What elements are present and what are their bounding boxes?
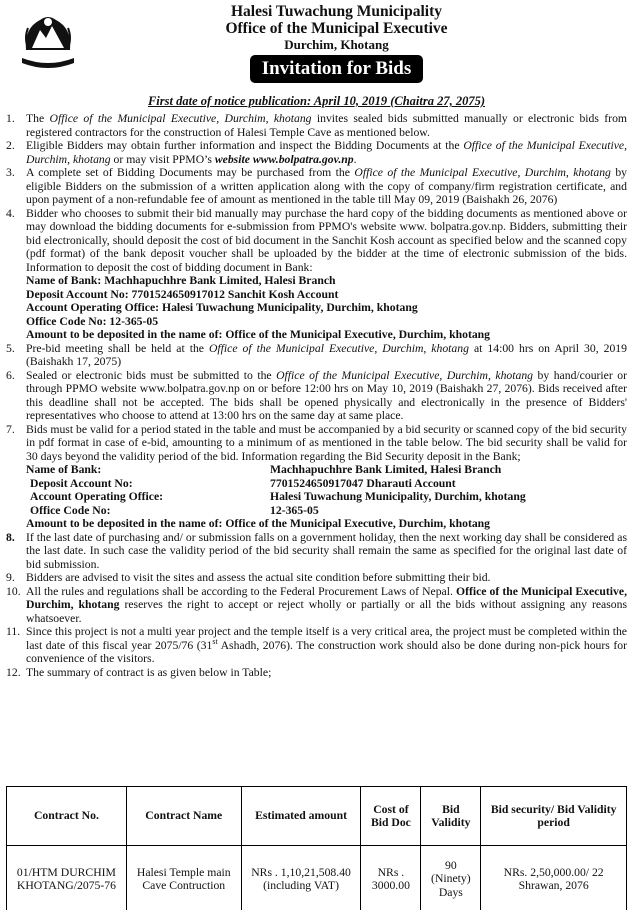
deposit-account: Deposit Account No: 7701524650917012 Sanchit Kosh Account [26, 287, 339, 301]
field-value: 12-365-05 [270, 503, 319, 517]
clause-8 [6, 531, 627, 572]
clause-number: 5. [6, 341, 15, 355]
office-ref: Office of the Municipal Executive, Durchim, khotang [208, 341, 469, 355]
field-value: Machhapuchhre Bank Limited, Halesi Branch [270, 463, 502, 476]
clause-text: Bidders are advised to visit the sites and assess the actual site condition before submitting their bid. [26, 571, 491, 584]
cell-cost-of-bid-doc: NRs . 3000.00 [361, 846, 421, 910]
clause-number: 8. [6, 530, 15, 544]
header [60, 3, 613, 83]
notice-title: Invitation for Bids [250, 55, 424, 83]
table-header-row [7, 787, 627, 846]
office-ref: Office of the Municipal Executive, Durchim, khotang [276, 368, 534, 382]
clause-text: Pre-bid meeting shall be held at the [26, 341, 209, 355]
clause-6 [6, 369, 627, 423]
clause-number: 9. [6, 571, 15, 584]
header-contract-no: Contract No. [7, 787, 127, 846]
field-value: Halesi Tuwachung Municipality, Durchim, khotang [270, 490, 526, 503]
clause-number: 6. [6, 368, 15, 382]
clause-text: Ashadh, 2076). The construction work should also be done during non-pick hours for convenience of the visitors. [26, 638, 627, 665]
field-value: 7701524650917047 Dharauti Account [270, 476, 456, 490]
office-name: Office of the Municipal Executive [225, 20, 448, 37]
clause-text: reserves the right to accept or reject wholly or partially or all the bids without assigning any reasons whatsoever. [26, 598, 628, 625]
office-location: Durchim, Khotang [284, 37, 389, 52]
clause-text: The [26, 112, 50, 125]
clause-text: A complete set of Bidding Documents may be purchased from the [26, 166, 355, 179]
field-label: Name of Bank: [26, 463, 102, 476]
clause-text: . [353, 152, 357, 166]
clause-1 [6, 112, 627, 139]
clause-text: If the last date of purchasing and/ or submission falls on a government holiday, then the next working day shall be considered as the last date. In such case the validity period of the bid security shall remain the same as specified for the original last date of bid submission. [26, 530, 627, 571]
clause-7 [6, 423, 627, 531]
clause-text: by eligible Bidders on the submission of a written application along with the copy of company/firm registration certificate, and upon payment of a non-refundable fee of amount as mentioned in the table till May 09, 2019 (Baishakh 26, 2076) [26, 166, 628, 206]
operating-office: Account Operating Office: Halesi Tuwachung Municipality, Durchim, khotang [26, 301, 418, 314]
clause-number: 1. [6, 112, 15, 125]
publication-date: First date of notice publication: April 10, 2019 (Chaitra 27, 2075) [147, 94, 486, 108]
header-bid-validity: Bid Validity [421, 787, 481, 846]
clause-text: The summary of contract is as given below in Table; [26, 665, 272, 679]
clause-text: Bidder who chooses to submit their bid manually may purchase the hard copy of the bidding documents as mentioned above or may download the bidding documents for e-submission from PPMO's website www. bolpatra.gov.np. Bidders, submitting their bid electronically, should deposit the cost of bid document in the Sanchit Kosh account as specified below and the scanned copy (pdf format) of the bank deposit voucher shall be uploaded by the bidder at the time of electronic submission of the bids. Information to deposit the cost of bidding document in Bank: [26, 206, 627, 274]
notice-body [6, 112, 627, 679]
clause-text: Sealed or electronic bids must be submitted to the [26, 368, 277, 382]
clause-text: at 14:00 hrs on April 30, 2019 (Baishakh 17, 2075) [26, 341, 627, 368]
cell-contract-name: Halesi Temple main Cave Contruction [126, 846, 241, 910]
security-deposit-name: Amount to be deposited in the name of: Office of the Municipal Executive, Durchim, khotang [26, 517, 491, 530]
ordinal-suffix: st [212, 636, 218, 646]
deposit-name: Amount to be deposited in the name of: Office of the Municipal Executive, Durchim, khotang [26, 328, 491, 341]
field-label: Deposit Account No: [30, 476, 133, 490]
clause-5 [6, 342, 627, 369]
clause-12 [6, 666, 627, 680]
clause-text: or may visit PPMO’s [110, 152, 215, 166]
header-contract-name: Contract Name [126, 787, 241, 846]
clause-9 [6, 571, 627, 585]
header-bid-security: Bid security/ Bid Validity period [481, 787, 627, 846]
cell-estimated-amount: NRs . 1,10,21,508.40 (including VAT) [241, 846, 361, 910]
cell-bid-validity: 90 (Ninety) Days [421, 846, 481, 910]
contract-summary-table [6, 786, 627, 910]
office-ref: Office of the Municipal Executive, Durchim, khotang [49, 112, 312, 125]
header-cost-of-bid-doc: Cost of Bid Doc [361, 787, 421, 846]
clause-text: Since this project is not a multi year project and the temple itself is a very critical area, the project must be completed within the last date of this fiscal year 2075/76 (31 [26, 625, 627, 652]
cell-contract-no: 01/HTM DURCHIM KHOTANG/2075-76 [7, 846, 127, 910]
website-ref: website www.bolpatra.gov.np [214, 152, 354, 166]
security-code-row [26, 504, 627, 518]
office-ref: Office of the Municipal Executive, Durchim, khotang [354, 166, 611, 179]
security-account-row [26, 477, 627, 491]
field-label: Office Code No: [30, 503, 111, 517]
field-label: Account Operating Office: [30, 490, 164, 503]
bank-name: Name of Bank: Machhapuchhre Bank Limited, Halesi Branch [26, 274, 336, 287]
clause-number: 7. [6, 422, 15, 436]
clause-number: 4. [6, 206, 15, 220]
clause-text: Bids must be valid for a period stated in the table and must be accompanied by a bid security or scanned copy of the bid security in pdf format in case of e-bid, amounting to a minimum of as mentioned in the table below. The bid security shall be valid for 30 days beyond the validity period of the bid. Information regarding the Bid Security deposit in the Bank; [26, 422, 627, 463]
cell-bid-security: NRs. 2,50,000.00/ 22 Shrawan, 2076 [481, 846, 627, 910]
clause-2 [6, 139, 627, 166]
table-row [7, 846, 627, 910]
header-estimated-amount: Estimated amount [241, 787, 361, 846]
clause-11 [6, 625, 627, 666]
clause-text: invites sealed bids submitted manually or electronic bids from registered contractors for the construction of Halesi Temple Cave as mentioned below. [26, 112, 628, 139]
clause-number: 10. [6, 584, 21, 598]
office-ref: Office of the Municipal Executive, Durchim, khotang [26, 139, 627, 166]
security-bank-row [26, 463, 627, 477]
clause-10 [6, 585, 627, 626]
security-office-row [26, 490, 627, 504]
clause-3 [6, 166, 627, 207]
office-code: Office Code No: 12-365-05 [26, 314, 159, 328]
clause-number: 2. [6, 139, 15, 152]
clause-text: by hand/courier or through PPMO website www.bolpatra.gov.np on or before 12:00 hrs on May 10, 2019 (Baishakh 27, 2076). Bids received after this deadline shall not be accepted. The bids shall be opened physically and electronically in the presence of Bidders' representatives who choose to attend at 13:00 hrs on the same day at same place. [26, 368, 627, 422]
office-ref: Office of the Municipal Executive, Durchim, khotang [26, 584, 627, 611]
municipality-name: Halesi Tuwachung Municipality [230, 3, 443, 20]
clause-number: 3. [6, 166, 15, 179]
clause-4 [6, 207, 627, 342]
clause-number: 12. [6, 665, 21, 679]
clause-number: 11. [6, 625, 21, 638]
clause-text: All the rules and regulations shall be according to the Federal Procurement Laws of Nepal. [26, 584, 456, 598]
clause-text: Eligible Bidders may obtain further information and inspect the Bidding Documents at the [26, 139, 464, 152]
